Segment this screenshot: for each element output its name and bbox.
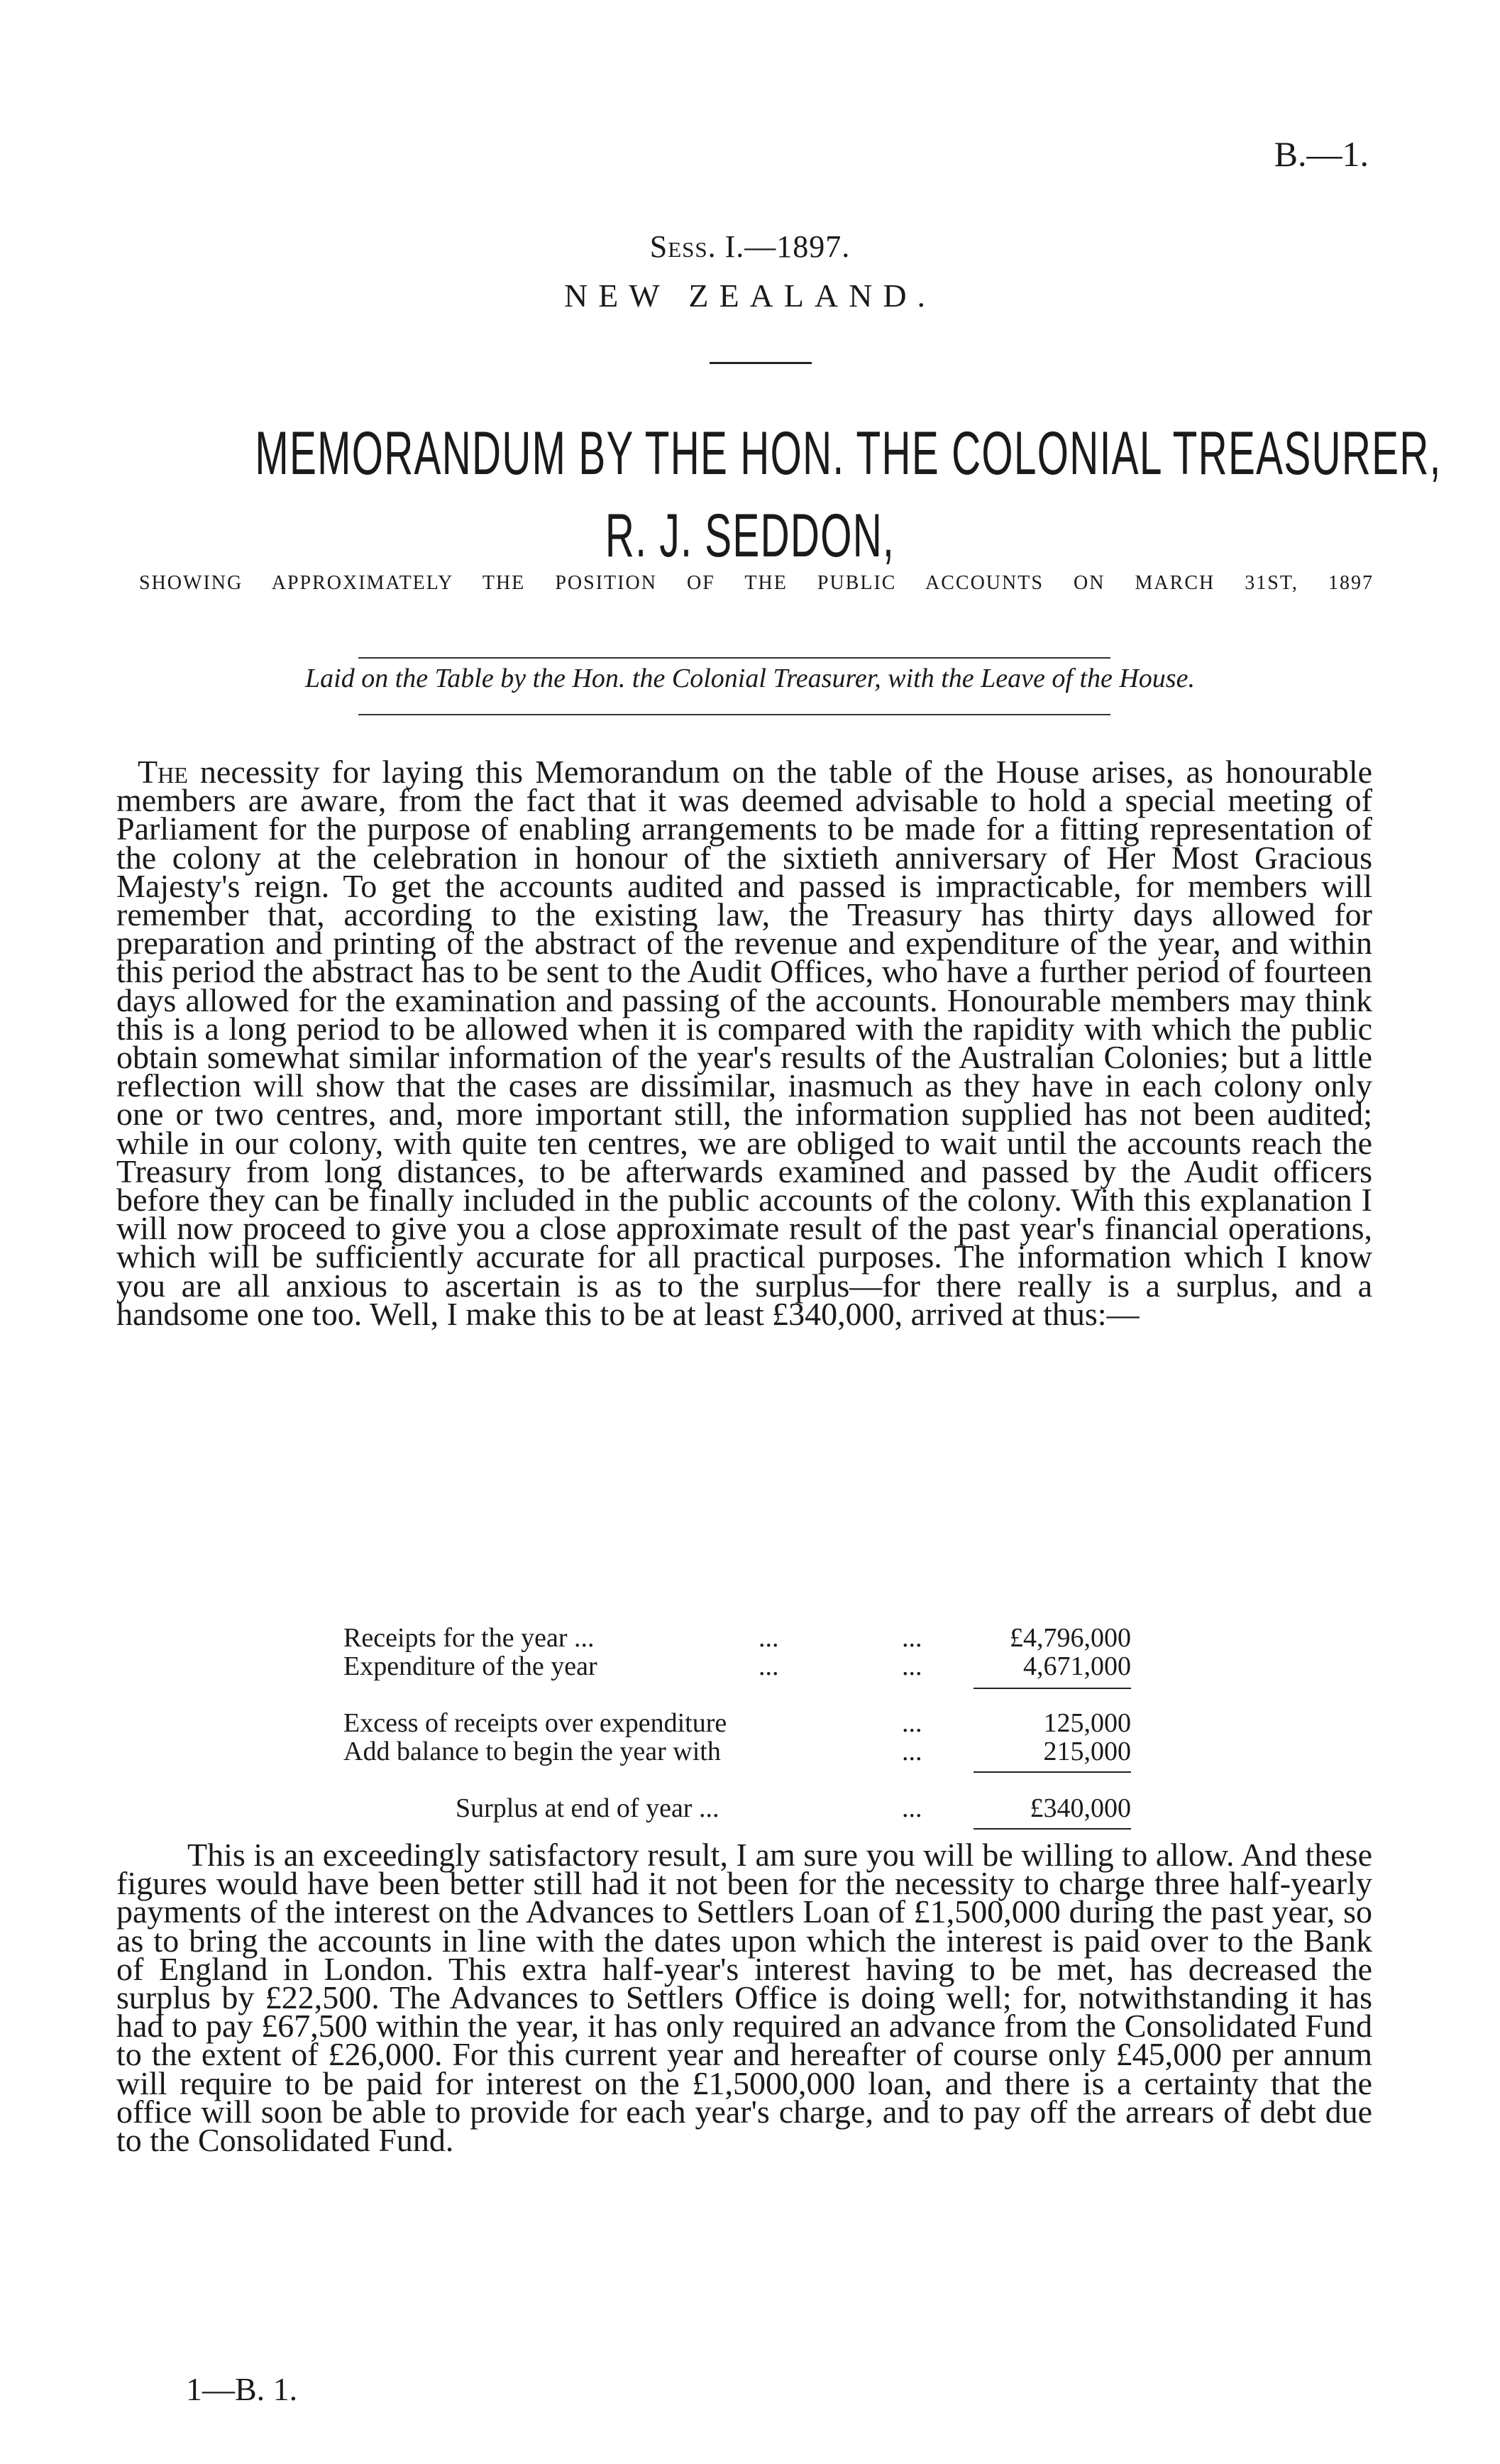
- amount-total-rule: [974, 1828, 1131, 1830]
- accounts-row: [343, 1707, 1131, 1736]
- accounts-amount: 215,000: [1043, 1737, 1131, 1766]
- leader-dots: ...: [902, 1793, 922, 1823]
- paragraph-intro: [116, 754, 1373, 1332]
- accounts-total-row: [343, 1793, 1131, 1821]
- leader-dots: ...: [759, 1623, 779, 1653]
- accounts-label: Receipts for the year ...: [343, 1623, 595, 1653]
- leader-dots: ...: [759, 1651, 779, 1681]
- country-heading: NEW ZEALAND.: [563, 277, 937, 314]
- document-subtitle: SHOWING APPROXIMATELY THE POSITION OF THE PUBLIC ACCOUNTS ON MARCH 31ST, 1897: [139, 572, 1374, 594]
- paragraph-text: necessity for laying this Memorandum on the table of the House arises, as honourable members are aware, from the fact that it was deemed advisable to hold a special meeting of Parliament for the purpose of enabling arrangements to be made for a fitting representation of the colony at the celebration in honour of the sixtieth anniversary of Her Most Gracious Majesty's reign. To get the accounts audited and passed is impracticable, for members will remember that, according to the existing law, the Treasury has thirty days allowed for preparation and printing of the abstract of the revenue and expenditure of the year, and within this period the abstract has to be sent to the Audit Offices, who have a further period of fourteen days allowed for the examination and passing of the accounts. Honourable members may think this is a long period to be allowed when it is compared with the rapidity with which the public obtain somewhat similar information of the year's results of the Australian Colonies; but a little reflection will show that the cases are dissimilar, inasmuch as they have in each colony only one or two centres, and, more important still, the information supplied has not been audited; while in our colony, with quite ten centres, we are obliged to wait until the accounts reach the Treasury from long distances, to be afterwards examined and passed by the Audit officers before they can be finally included in the public accounts of the colony. With this explanation I will now proceed to give you a close approximate result of the past year's financial operations, which will be sufficiently accurate for all practical purposes. The information which I know you are all anxious to ascertain is as to the surplus—for there really is a surplus, and a handsome one too. Well, I make this to be at least £340,000, arrived at thus:—: [116, 754, 1373, 1332]
- paragraph-result: This is an exceedingly satisfactory result, I am sure you will be willing to allow. And these figures would have been better still had it not been for the necessity to charge three half-yearly payments of the interest on the Advances to Settlers Loan of £1,500,000 during the past year, so as to bring the accounts in line with the dates upon which the interest is paid over to the Bank of England in London. This extra half-year's interest having to be met, has decreased the surplus by £22,500. The Advances to Settlers Office is doing well; for, notwithstanding it has had to pay £67,500 within the year, it has only required an advance from the Consolidated Fund to the extent of £26,000. For this current year and hereafter of course only £45,000 per annum will require to be paid for interest on the £1,5000,000 loan, and there is a certainty that the office will soon be able to provide for each year's charge, and to pay off the arrears of debt due to the Consolidated Fund.: [116, 1837, 1372, 2159]
- leader-dots: ...: [902, 1737, 922, 1766]
- accounts-label: Excess of receipts over expenditure: [343, 1708, 727, 1738]
- accounts-total-label: Surplus at end of year ...: [456, 1793, 719, 1823]
- document-title: MEMORANDUM BY THE HON. THE COLONIAL TREASURER,: [255, 419, 1442, 488]
- leader-dots: ...: [902, 1708, 922, 1738]
- leader-dots: ...: [902, 1651, 922, 1681]
- accounts-label: Add balance to begin the year with: [343, 1737, 721, 1766]
- document-reference: B.—1.: [1274, 134, 1369, 174]
- amount-rule: [974, 1688, 1131, 1689]
- accounts-amount: 125,000: [1043, 1708, 1131, 1738]
- laid-on-table-note: Laid on the Table by the Hon. the Colonial Treasurer, with the Leave of the House.: [305, 664, 1195, 693]
- divider-rule: [358, 657, 1110, 659]
- divider-rule: [358, 714, 1110, 715]
- accounts-amount: 4,671,000: [1023, 1651, 1131, 1681]
- accounts-row: [343, 1651, 1131, 1679]
- leader-dots: ...: [902, 1623, 922, 1653]
- accounts-label: Expenditure of the year: [343, 1651, 597, 1681]
- accounts-row: [343, 1622, 1131, 1651]
- accounts-total-amount: £340,000: [1030, 1793, 1131, 1823]
- document-title-name: R. J. SEDDON,: [605, 502, 895, 570]
- session-heading: Sess. I.—1897.: [649, 229, 851, 264]
- amount-rule: [974, 1771, 1131, 1773]
- paragraph-lead-word: The: [138, 754, 188, 790]
- page-signature: 1—B. 1.: [186, 2371, 298, 2407]
- accounts-amount: £4,796,000: [1010, 1623, 1131, 1653]
- accounts-row: [343, 1736, 1131, 1764]
- divider-rule: [710, 362, 812, 364]
